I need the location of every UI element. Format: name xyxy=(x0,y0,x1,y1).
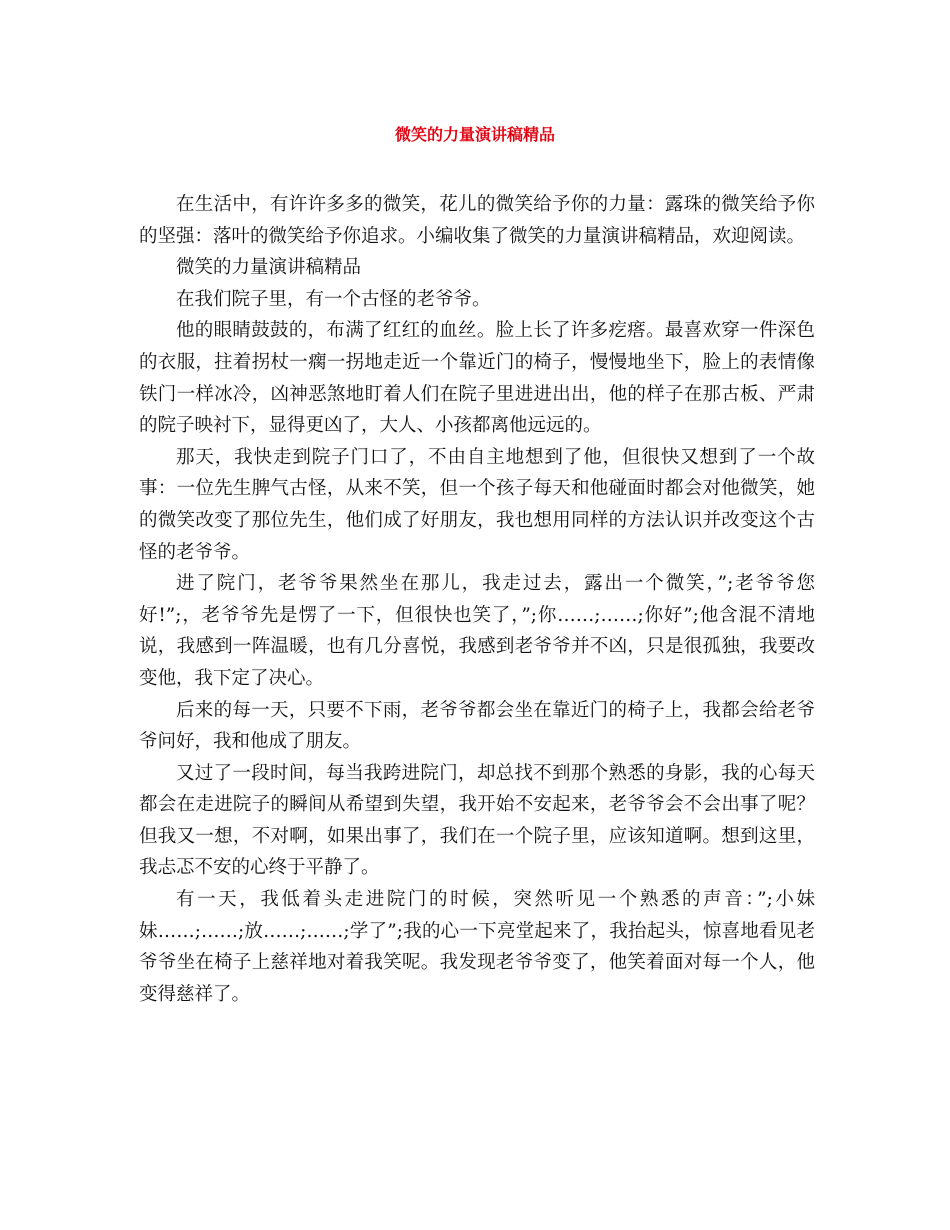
paragraph: 后来的每一天，只要不下雨，老爷爷都会坐在靠近门的椅子上，我都会给老爷爷问好，我和他成了朋友。 xyxy=(139,699,815,753)
document-title: 微笑的力量演讲稿精品 xyxy=(394,125,555,144)
paragraph: 有一天，我低着头走进院门的时候，突然听见一个熟悉的声音：”;小妹妹……;……;放……;……;学了”;我的心一下亮堂起来了，我抬起头，惊喜地看见老爷爷坐在椅子上慈祥地对着我笑呢。我发现老爷爷变了，他笑着面对每一个人，他变得慈祥了。 xyxy=(139,889,815,1005)
paragraph: 那天，我快走到院子门口了，不由自主地想到了他，但很快又想到了一个故事：一位先生脾气古怪，从来不笑，但一个孩子每天和他碰面时都会对他微笑，她的微笑改变了那位先生，他们成了好朋友，我也想用同样的方法认识并改变这个古怪的老爷爷。 xyxy=(139,446,815,563)
paragraph-intro: 在生活中，有许许多多的微笑，花儿的微笑给予你的力量：露珠的微笑给予你的坚强：落叶的微笑给予你追求。小编收集了微笑的力量演讲稿精品，欢迎阅读。 xyxy=(139,194,815,247)
paragraph: 他的眼睛鼓鼓的，布满了红红的血丝。脸上长了许多疙瘩。最喜欢穿一件深色的衣服，拄着拐杖一瘸一拐地走近一个靠近门的椅子，慢慢地坐下，脸上的表情像铁门一样冰冷，凶神恶煞地盯着人们在院子里进进出出，他的样子在那古板、严肃的院子映衬下，显得更凶了，大人、小孩都离他远远的。 xyxy=(139,320,815,437)
paragraph: 在我们院子里，有一个古怪的老爷爷。 xyxy=(176,288,491,310)
paragraph: 又过了一段时间，每当我跨进院门，却总找不到那个熟悉的身影，我的心每天都会在走进院子的瞬间从希望到失望，我开始不安起来，老爷爷会不会出事了呢？但我又一想，不对啊，如果出事了，我们在一个院子里，应该知道啊。想到这里，我忐忑不安的心终于平静了。 xyxy=(139,762,815,879)
paragraph-subtitle: 微笑的力量演讲稿精品 xyxy=(176,257,362,279)
document-body xyxy=(139,189,815,1010)
paragraph: 进了院门，老爷爷果然坐在那儿，我走过去，露出一个微笑，”;老爷爷您好!”;，老爷爷先是愣了一下，但很快也笑了，”;你……;……;你好”;他含混不清地说，我感到一阵温暖，也有几分喜悦，我感到老爷爷并不凶，只是很孤独，我要改变他，我下定了决心。 xyxy=(139,573,815,689)
